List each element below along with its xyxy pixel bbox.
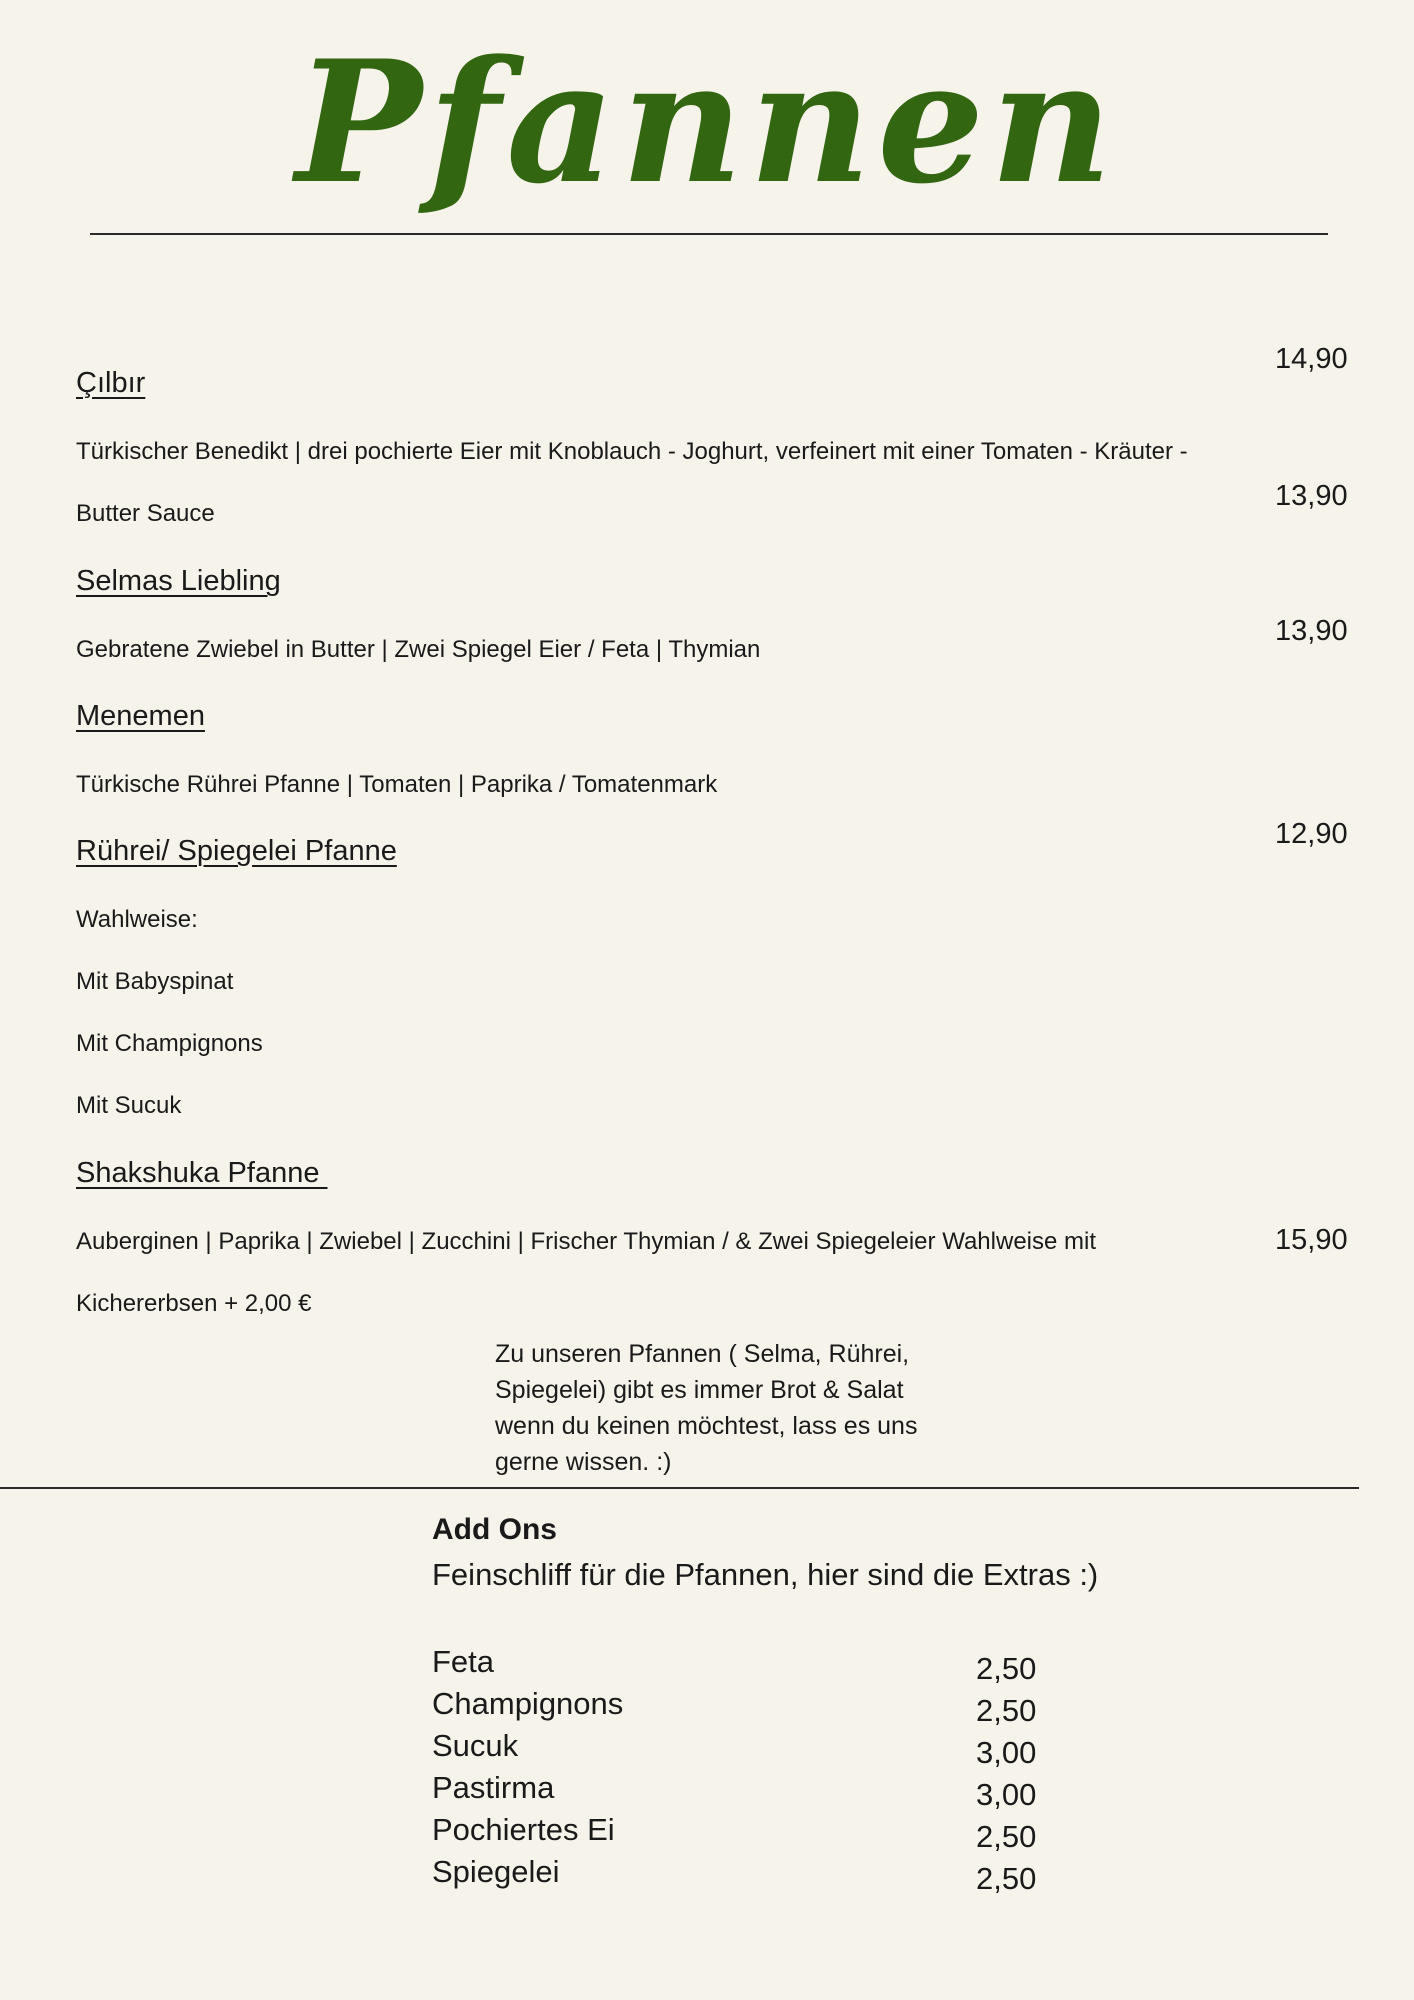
dish-option: Mit Sucuk [76, 1092, 182, 1119]
dish-description: Butter Sauce [76, 500, 215, 527]
addon-name: Spiegelei [432, 1854, 560, 1889]
addon-item [432, 1770, 1052, 1811]
note-line: gerne wissen. :) [495, 1448, 672, 1476]
addons-subtitle: Feinschliff für die Pfannen, hier sind die Extras :) [432, 1557, 1099, 1592]
addon-item [432, 1644, 1052, 1685]
dish-option-label: Wahlweise: [76, 906, 198, 933]
dish-description: Türkischer Benedikt | drei pochierte Eier mit Knoblauch - Joghurt, verfeinert mit einer Tomaten - Kräuter - [76, 438, 1188, 465]
price-ruehrei-spiegelei: 12,90 [1275, 818, 1348, 850]
dish-name-ruehrei-spiegelei: Rührei/ Spiegelei Pfanne [76, 835, 397, 867]
addon-price: 3,00 [976, 1777, 1037, 1812]
dish-description: Türkische Rührei Pfanne | Tomaten | Paprika / Tomatenmark [76, 771, 718, 798]
dish-option: Mit Babyspinat [76, 968, 234, 995]
dish-option: Mit Champignons [76, 1030, 263, 1057]
addon-name: Feta [432, 1644, 495, 1679]
addon-price: 2,50 [976, 1861, 1037, 1896]
page-title: Pfannen [295, 23, 1119, 221]
addon-price: 2,50 [976, 1693, 1037, 1728]
addon-item [432, 1728, 1052, 1769]
addon-price: 2,50 [976, 1651, 1037, 1686]
note-line: Zu unseren Pfannen ( Selma, Rührei, [495, 1340, 910, 1368]
price-menemen: 13,90 [1275, 615, 1348, 647]
addon-price: 2,50 [976, 1819, 1037, 1854]
addon-price: 3,00 [976, 1735, 1037, 1770]
dish-description: Auberginen | Paprika | Zwiebel | Zucchini | Frischer Thymian / & Zwei Spiegeleier Wahlweise mit [76, 1228, 1096, 1255]
addon-item [432, 1854, 1052, 1895]
dish-description: Kichererbsen + 2,00 € [76, 1290, 312, 1317]
dish-name-menemen: Menemen [76, 700, 205, 732]
note-line: wenn du keinen möchtest, lass es uns [495, 1412, 918, 1440]
dish-name-selmas-liebling: Selmas Liebling [76, 565, 281, 597]
dish-description: Gebratene Zwiebel in Butter | Zwei Spiegel Eier / Feta | Thymian [76, 636, 761, 663]
price-cilbir: 14,90 [1275, 343, 1348, 375]
price-shakshuka: 15,90 [1275, 1224, 1348, 1256]
addon-name: Pochiertes Ei [432, 1812, 615, 1847]
dish-name-shakshuka: Shakshuka Pfanne [76, 1157, 328, 1189]
price-selmas-liebling: 13,90 [1275, 480, 1348, 512]
addon-item [432, 1686, 1052, 1727]
addons-heading: Add Ons [432, 1513, 557, 1546]
addon-name: Sucuk [432, 1728, 519, 1763]
bread-salad-note [495, 1336, 965, 1480]
note-line: Spiegelei) gibt es immer Brot & Salat [495, 1376, 904, 1404]
addon-name: Champignons [432, 1686, 624, 1721]
dish-name-cilbir: Çılbır [76, 367, 146, 399]
addon-name: Pastirma [432, 1770, 555, 1805]
title-divider [90, 233, 1328, 235]
addon-item [432, 1812, 1052, 1853]
addons-divider [0, 1487, 1359, 1489]
